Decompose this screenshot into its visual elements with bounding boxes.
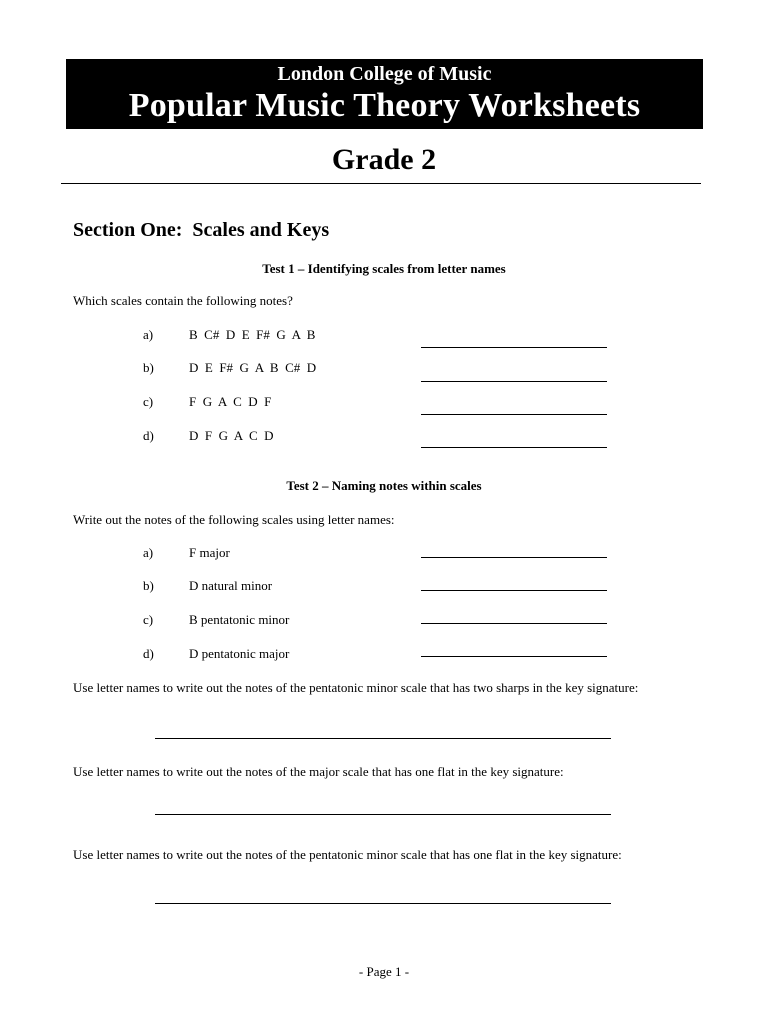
question-one-flat-major: Use letter names to write out the notes of the major scale that has one flat in the key signature: <box>73 764 564 779</box>
answer-line[interactable] <box>421 447 607 448</box>
header-title: Popular Music Theory Worksheets <box>128 87 641 124</box>
answer-line[interactable] <box>421 590 607 591</box>
answer-line-long[interactable] <box>155 903 611 904</box>
test1-title: Test 1 – Identifying scales from letter names <box>262 261 506 276</box>
test2-instruction: Write out the notes of the following scales using letter names: <box>73 512 395 527</box>
question-letter: b) <box>143 360 154 375</box>
answer-line[interactable] <box>421 623 607 624</box>
answer-line[interactable] <box>421 414 607 415</box>
question-notes: B C# D E F# G A B <box>189 327 316 342</box>
test2-title: Test 2 – Naming notes within scales <box>286 478 482 493</box>
answer-line[interactable] <box>421 347 607 348</box>
answer-line-long[interactable] <box>155 814 611 815</box>
question-letter: a) <box>143 545 154 560</box>
header-banner <box>66 59 703 129</box>
question-notes: D E F# G A B C# D <box>189 360 317 375</box>
header-divider <box>61 183 701 184</box>
question-scale: B pentatonic minor <box>189 612 290 627</box>
question-letter: c) <box>143 394 154 409</box>
answer-line-long[interactable] <box>155 738 611 739</box>
question-letter: d) <box>143 646 154 661</box>
question-two-sharps: Use letter names to write out the notes of the pentatonic minor scale that has two sharps in the key signature: <box>73 680 639 695</box>
question-letter: a) <box>143 327 154 342</box>
question-notes: F G A C D F <box>189 394 272 409</box>
answer-line[interactable] <box>421 656 607 657</box>
question-scale: D pentatonic major <box>189 646 290 661</box>
page-number: - Page 1 - <box>358 964 410 979</box>
question-scale: D natural minor <box>189 578 273 593</box>
question-letter: c) <box>143 612 154 627</box>
question-scale: F major <box>189 545 230 560</box>
question-letter: d) <box>143 428 154 443</box>
answer-line[interactable] <box>421 557 607 558</box>
answer-line[interactable] <box>421 381 607 382</box>
question-letter: b) <box>143 578 154 593</box>
header-subtitle: London College of Music <box>277 63 492 85</box>
grade-title: Grade 2 <box>331 143 437 176</box>
test1-instruction: Which scales contain the following notes? <box>73 293 293 308</box>
question-one-flat-pentatonic: Use letter names to write out the notes of the pentatonic minor scale that has one flat in the key signature: <box>73 847 622 862</box>
section-title: Section One: Scales and Keys <box>73 219 330 241</box>
question-notes: D F G A C D <box>189 428 274 443</box>
